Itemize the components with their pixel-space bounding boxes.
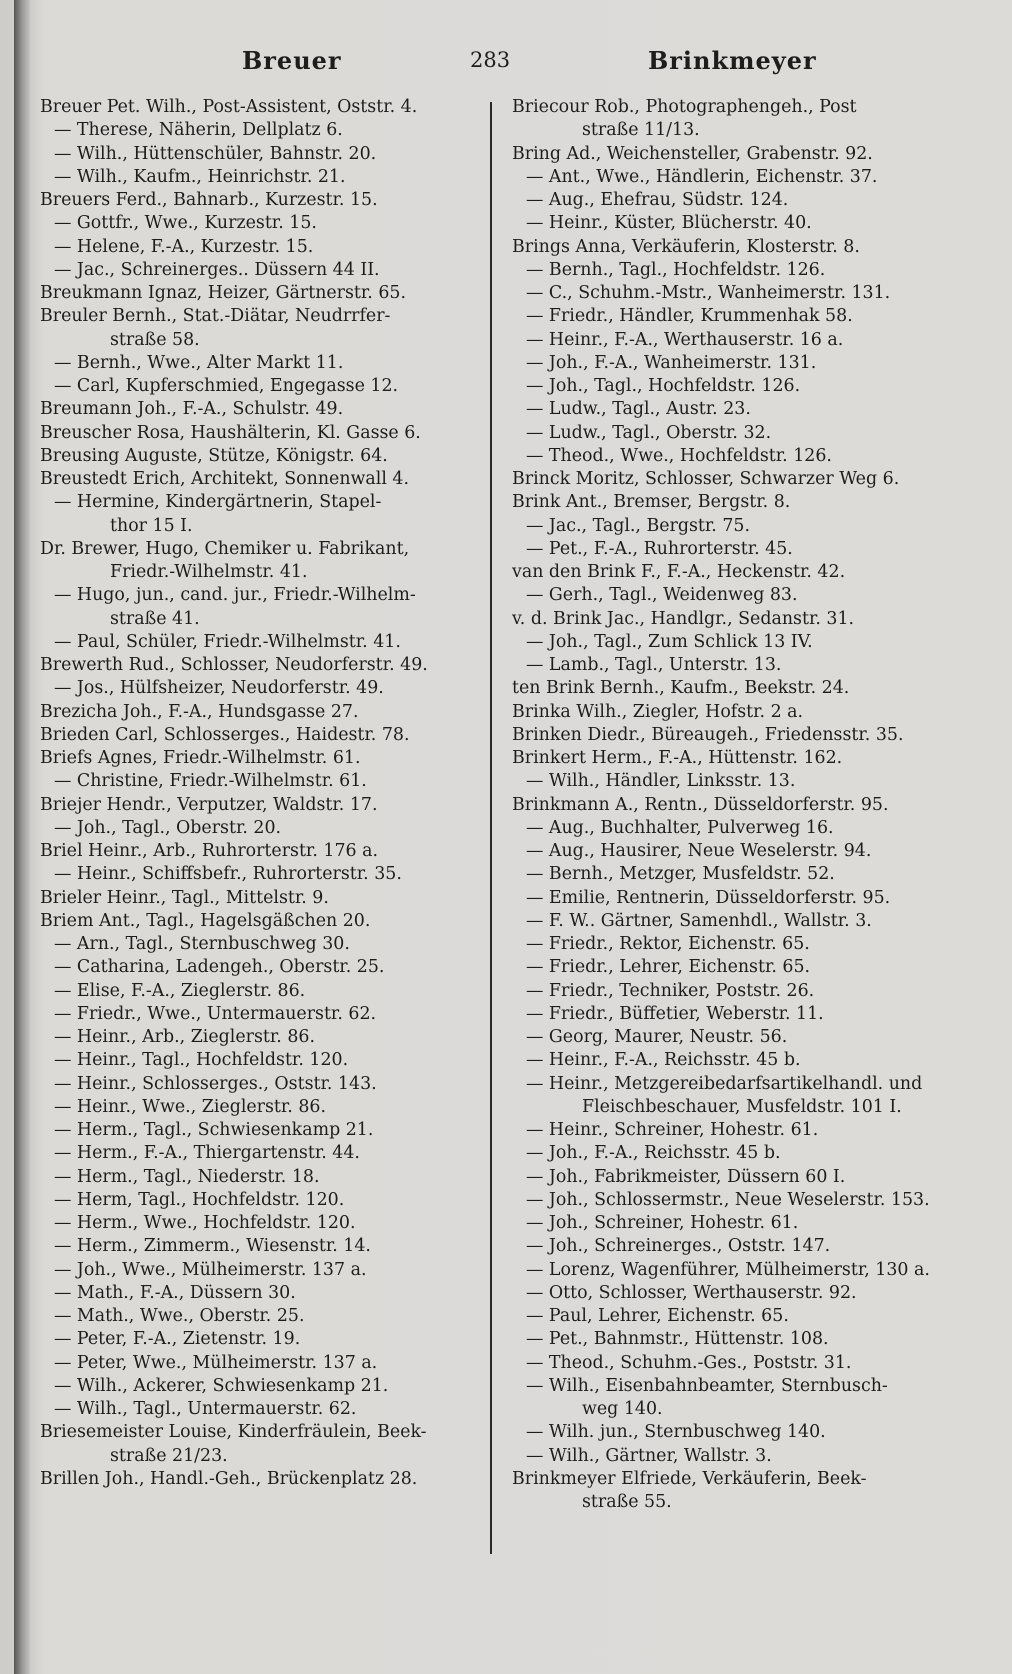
- directory-entry: — Ludw., Tagl., Oberstr. 32.: [526, 422, 772, 443]
- directory-entry: Breusing Auguste, Stütze, Königstr. 64.: [40, 445, 388, 466]
- directory-entry: — Heinr., Tagl., Hochfeldstr. 120.: [54, 1050, 349, 1071]
- column-divider: [490, 102, 492, 1554]
- directory-entry: Fleischbeschauer, Musfeldstr. 101 I.: [582, 1096, 902, 1117]
- directory-entry: — Christine, Friedr.-Wilhelmstr. 61.: [54, 771, 367, 792]
- page-binding-shadow: [14, 0, 30, 1674]
- directory-entry: Brinka Wilh., Ziegler, Hofstr. 2 a.: [512, 701, 804, 722]
- directory-entry: Brink Ant., Bremser, Bergstr. 8.: [512, 492, 791, 513]
- directory-entry: van den Brink F., F.-A., Heckenstr. 42.: [512, 562, 846, 582]
- directory-entry: — Joh., Schlossermstr., Neue Weselerstr. 153.: [526, 1189, 930, 1210]
- directory-entry: Briejer Hendr., Verputzer, Waldstr. 17.: [40, 794, 378, 815]
- directory-entry: Brieden Carl, Schlosserges., Haidestr. 78.: [40, 724, 410, 745]
- directory-entry: — Heinr., Metzgereibedarfsartikelhandl. und: [526, 1073, 923, 1094]
- directory-entry: — C., Schuhm.-Mstr., Wanheimerstr. 131.: [526, 283, 891, 303]
- directory-entry: straße 55.: [582, 1492, 672, 1512]
- directory-entry: — Pet., Bahnmstr., Hüttenstr. 108.: [526, 1329, 829, 1350]
- directory-entry: Breukmann Ignaz, Heizer, Gärtnerstr. 65.: [40, 283, 407, 303]
- directory-entry: — Friedr., Büffetier, Weberstr. 11.: [526, 1003, 824, 1024]
- directory-entry: — Wilh., Tagl., Untermauerstr. 62.: [54, 1399, 357, 1419]
- directory-entry: — Jac., Schreinerges.. Düssern 44 II.: [54, 259, 380, 280]
- directory-entry: weg 140.: [582, 1399, 663, 1419]
- directory-entry: straße 41.: [110, 608, 200, 629]
- directory-entry: — Aug., Hausirer, Neue Weselerstr. 94.: [526, 841, 872, 861]
- directory-entry: — Joh., Schreiner, Hohestr. 61.: [526, 1213, 799, 1233]
- directory-entry: — Joh., F.-A., Wanheimerstr. 131.: [526, 352, 817, 373]
- directory-entry: — Georg, Maurer, Neustr. 56.: [526, 1027, 788, 1047]
- directory-entry: — Wilh., Händler, Linksstr. 13.: [526, 771, 796, 792]
- directory-entry: — Joh., Tagl., Hochfeldstr. 126.: [526, 376, 801, 396]
- directory-entry: — Bernh., Wwe., Alter Markt 11.: [54, 352, 344, 373]
- directory-entry: — Helene, F.-A., Kurzestr. 15.: [54, 236, 314, 257]
- directory-entry: — Aug., Ehefrau, Südstr. 124.: [526, 190, 789, 210]
- directory-entry: — Heinr., F.-A., Reichsstr. 45 b.: [526, 1050, 801, 1071]
- directory-entry: — Arn., Tagl., Sternbuschweg 30.: [54, 934, 350, 954]
- directory-entry: — Heinr., Schlosserges., Oststr. 143.: [54, 1073, 377, 1094]
- directory-entry: — Bernh., Tagl., Hochfeldstr. 126.: [526, 259, 826, 280]
- directory-entry: — Gottfr., Wwe., Kurzestr. 15.: [54, 213, 317, 234]
- directory-entry: — Elise, F.-A., Zieglerstr. 86.: [54, 980, 306, 1001]
- directory-entry: — Heinr., Wwe., Zieglerstr. 86.: [54, 1096, 327, 1117]
- directory-entry: — Emilie, Rentnerin, Düsseldorferstr. 95.: [526, 887, 891, 908]
- directory-entry: Brinck Moritz, Schlosser, Schwarzer Weg 6.: [512, 469, 900, 489]
- directory-entry: Breumann Joh., F.-A., Schulstr. 49.: [40, 399, 344, 420]
- directory-entry: — Herm., F.-A., Thiergartenstr. 44.: [54, 1143, 360, 1164]
- directory-entry: straße 58.: [110, 329, 200, 350]
- header-first-name: Breuer: [242, 46, 342, 75]
- directory-entry: — Otto, Schlosser, Werthauserstr. 92.: [526, 1282, 857, 1303]
- directory-entry: — Friedr., Händler, Krummenhak 58.: [526, 306, 853, 327]
- directory-entry: — Hermine, Kindergärtnerin, Stapel-: [54, 492, 382, 513]
- directory-entry: — Heinr., Arb., Zieglerstr. 86.: [54, 1027, 315, 1047]
- directory-entry: — Wilh., Gärtner, Wallstr. 3.: [526, 1445, 772, 1466]
- directory-entry: — Pet., F.-A., Ruhrorterstr. 45.: [526, 538, 793, 559]
- directory-entry: — Wilh., Eisenbahnbeamter, Sternbusch-: [526, 1375, 888, 1396]
- directory-entry: — Heinr., F.-A., Werthauserstr. 16 a.: [526, 329, 844, 350]
- directory-entry: Breuler Bernh., Stat.-Diätar, Neudrrfer-: [40, 306, 391, 327]
- directory-entry: Brillen Joh., Handl.-Geh., Brückenplatz 28.: [40, 1468, 418, 1489]
- directory-entry: — Catharina, Ladengeh., Oberstr. 25.: [54, 957, 385, 978]
- directory-entry: Brinkert Herm., F.-A., Hüttenstr. 162.: [512, 748, 843, 768]
- directory-entry: — Joh., Schreinerges., Oststr. 147.: [526, 1236, 831, 1257]
- directory-entry: — Heinr., Schiffsbefr., Ruhrorterstr. 35.: [54, 864, 402, 885]
- directory-entry: — Friedr., Lehrer, Eichenstr. 65.: [526, 957, 811, 978]
- directory-entry: Breustedt Erich, Architekt, Sonnenwall 4.: [40, 469, 410, 489]
- directory-entry: — Bernh., Metzger, Musfeldstr. 52.: [526, 864, 835, 885]
- directory-entry: — F. W.. Gärtner, Samenhdl., Wallstr. 3.: [526, 910, 872, 931]
- directory-entry: Briecour Rob., Photographengeh., Post: [512, 97, 857, 117]
- directory-entry: — Lamb., Tagl., Unterstr. 13.: [526, 655, 782, 675]
- directory-entry: — Friedr., Techniker, Poststr. 26.: [526, 980, 815, 1001]
- directory-entry: — Math., Wwe., Oberstr. 25.: [54, 1306, 305, 1326]
- directory-entry: — Paul, Schüler, Friedr.-Wilhelmstr. 41.: [54, 631, 401, 652]
- directory-entry: Briesemeister Louise, Kinderfräulein, Beek-: [40, 1422, 427, 1443]
- directory-entry: Brezicha Joh., F.-A., Hundsgasse 27.: [40, 701, 359, 722]
- directory-entry: Brings Anna, Verkäuferin, Klosterstr. 8.: [512, 236, 860, 257]
- directory-entry: — Herm., Tagl., Schwiesenkamp 21.: [54, 1120, 374, 1140]
- directory-entry: — Joh., Fabrikmeister, Düssern 60 I.: [526, 1166, 846, 1187]
- directory-entry: Brinkmann A., Rentn., Düsseldorferstr. 95.: [512, 794, 889, 815]
- directory-entry: — Lorenz, Wagenführer, Mülheimerstr, 130 a.: [526, 1259, 930, 1280]
- directory-entry: — Heinr., Schreiner, Hohestr. 61.: [526, 1120, 819, 1140]
- directory-entry: Breuscher Rosa, Haushälterin, Kl. Gasse 6.: [40, 422, 421, 443]
- directory-entry: — Ludw., Tagl., Austr. 23.: [526, 399, 751, 420]
- directory-entry: v. d. Brink Jac., Handlgr., Sedanstr. 31.: [512, 608, 855, 629]
- directory-entry: ten Brink Bernh., Kaufm., Beekstr. 24.: [512, 678, 850, 699]
- directory-entry: — Herm., Zimmerm., Wiesenstr. 14.: [54, 1236, 371, 1257]
- directory-entry: — Heinr., Küster, Blücherstr. 40.: [526, 213, 812, 234]
- directory-entry: Briefs Agnes, Friedr.-Wilhelmstr. 61.: [40, 748, 361, 768]
- directory-entry: Briem Ant., Tagl., Hagelsgäßchen 20.: [40, 910, 371, 931]
- directory-entry: Bring Ad., Weichensteller, Grabenstr. 92.: [512, 143, 873, 164]
- directory-entry: — Friedr., Wwe., Untermauerstr. 62.: [54, 1003, 377, 1024]
- directory-entry: — Wilh., Hüttenschüler, Bahnstr. 20.: [54, 143, 377, 164]
- directory-entry: — Math., F.-A., Düssern 30.: [54, 1282, 296, 1303]
- directory-entry: — Joh., Tagl., Zum Schlick 13 IV.: [526, 631, 813, 652]
- directory-entry: — Carl, Kupferschmied, Engegasse 12.: [54, 376, 399, 396]
- header-last-name: Brinkmeyer: [648, 46, 817, 75]
- directory-entry: — Friedr., Rektor, Eichenstr. 65.: [526, 934, 810, 954]
- directory-entry: — Hugo, jun., cand. jur., Friedr.-Wilhelm-: [54, 585, 416, 606]
- directory-entry: — Theod., Schuhm.-Ges., Poststr. 31.: [526, 1352, 852, 1373]
- directory-entry: Dr. Brewer, Hugo, Chemiker u. Fabrikant,: [40, 538, 410, 559]
- directory-entry: Brewerth Rud., Schlosser, Neudorferstr. 49.: [40, 655, 428, 675]
- directory-entry: — Wilh. jun., Sternbuschweg 140.: [526, 1422, 826, 1443]
- directory-entry: — Therese, Näherin, Dellplatz 6.: [54, 120, 343, 141]
- directory-entry: — Wilh., Kaufm., Heinrichstr. 21.: [54, 166, 346, 187]
- directory-entry: Brieler Heinr., Tagl., Mittelstr. 9.: [40, 887, 329, 908]
- directory-entry: — Peter, F.-A., Zietenstr. 19.: [54, 1329, 301, 1350]
- directory-entry: — Jac., Tagl., Bergstr. 75.: [526, 515, 751, 536]
- directory-entry: Friedr.-Wilhelmstr. 41.: [110, 562, 308, 582]
- directory-entry: — Peter, Wwe., Mülheimerstr. 137 a.: [54, 1352, 378, 1373]
- directory-entry: straße 21/23.: [110, 1445, 228, 1466]
- directory-entry: — Joh., Wwe., Mülheimerstr. 137 a.: [54, 1259, 367, 1280]
- left-column: [40, 96, 478, 1491]
- directory-entry: Brinkmeyer Elfriede, Verkäuferin, Beek-: [512, 1468, 867, 1489]
- page-header: [40, 46, 990, 80]
- directory-entry: — Aug., Buchhalter, Pulverweg 16.: [526, 817, 834, 838]
- directory-entry: thor 15 I.: [110, 515, 193, 536]
- directory-entry: straße 11/13.: [582, 120, 700, 141]
- directory-entry: — Theod., Wwe., Hochfeldstr. 126.: [526, 445, 832, 466]
- directory-entry: Breuers Ferd., Bahnarb., Kurzestr. 15.: [40, 190, 378, 210]
- directory-entry: Briel Heinr., Arb., Ruhrorterstr. 176 a.: [40, 841, 379, 861]
- directory-entry: Breuer Pet. Wilh., Post-Assistent, Oststr. 4.: [40, 97, 418, 117]
- directory-entry: — Herm., Tagl., Niederstr. 18.: [54, 1166, 320, 1187]
- directory-entry: — Jos., Hülfsheizer, Neudorferstr. 49.: [54, 678, 384, 699]
- directory-entry: — Wilh., Ackerer, Schwiesenkamp 21.: [54, 1375, 389, 1396]
- directory-entry: — Paul, Lehrer, Eichenstr. 65.: [526, 1306, 789, 1326]
- page-number: 283: [470, 48, 511, 72]
- directory-entry: — Herm., Wwe., Hochfeldstr. 120.: [54, 1213, 356, 1233]
- directory-entry: — Ant., Wwe., Händlerin, Eichenstr. 37.: [526, 166, 878, 187]
- directory-entry: — Joh., F.-A., Reichsstr. 45 b.: [526, 1143, 781, 1164]
- right-column: [512, 96, 940, 1514]
- directory-entry: — Joh., Tagl., Oberstr. 20.: [54, 817, 282, 838]
- directory-entry: Brinken Diedr., Büreaugeh., Friedensstr. 35.: [512, 724, 904, 745]
- directory-entry: — Herm, Tagl., Hochfeldstr. 120.: [54, 1189, 345, 1210]
- directory-entry: — Gerh., Tagl., Weidenweg 83.: [526, 585, 798, 606]
